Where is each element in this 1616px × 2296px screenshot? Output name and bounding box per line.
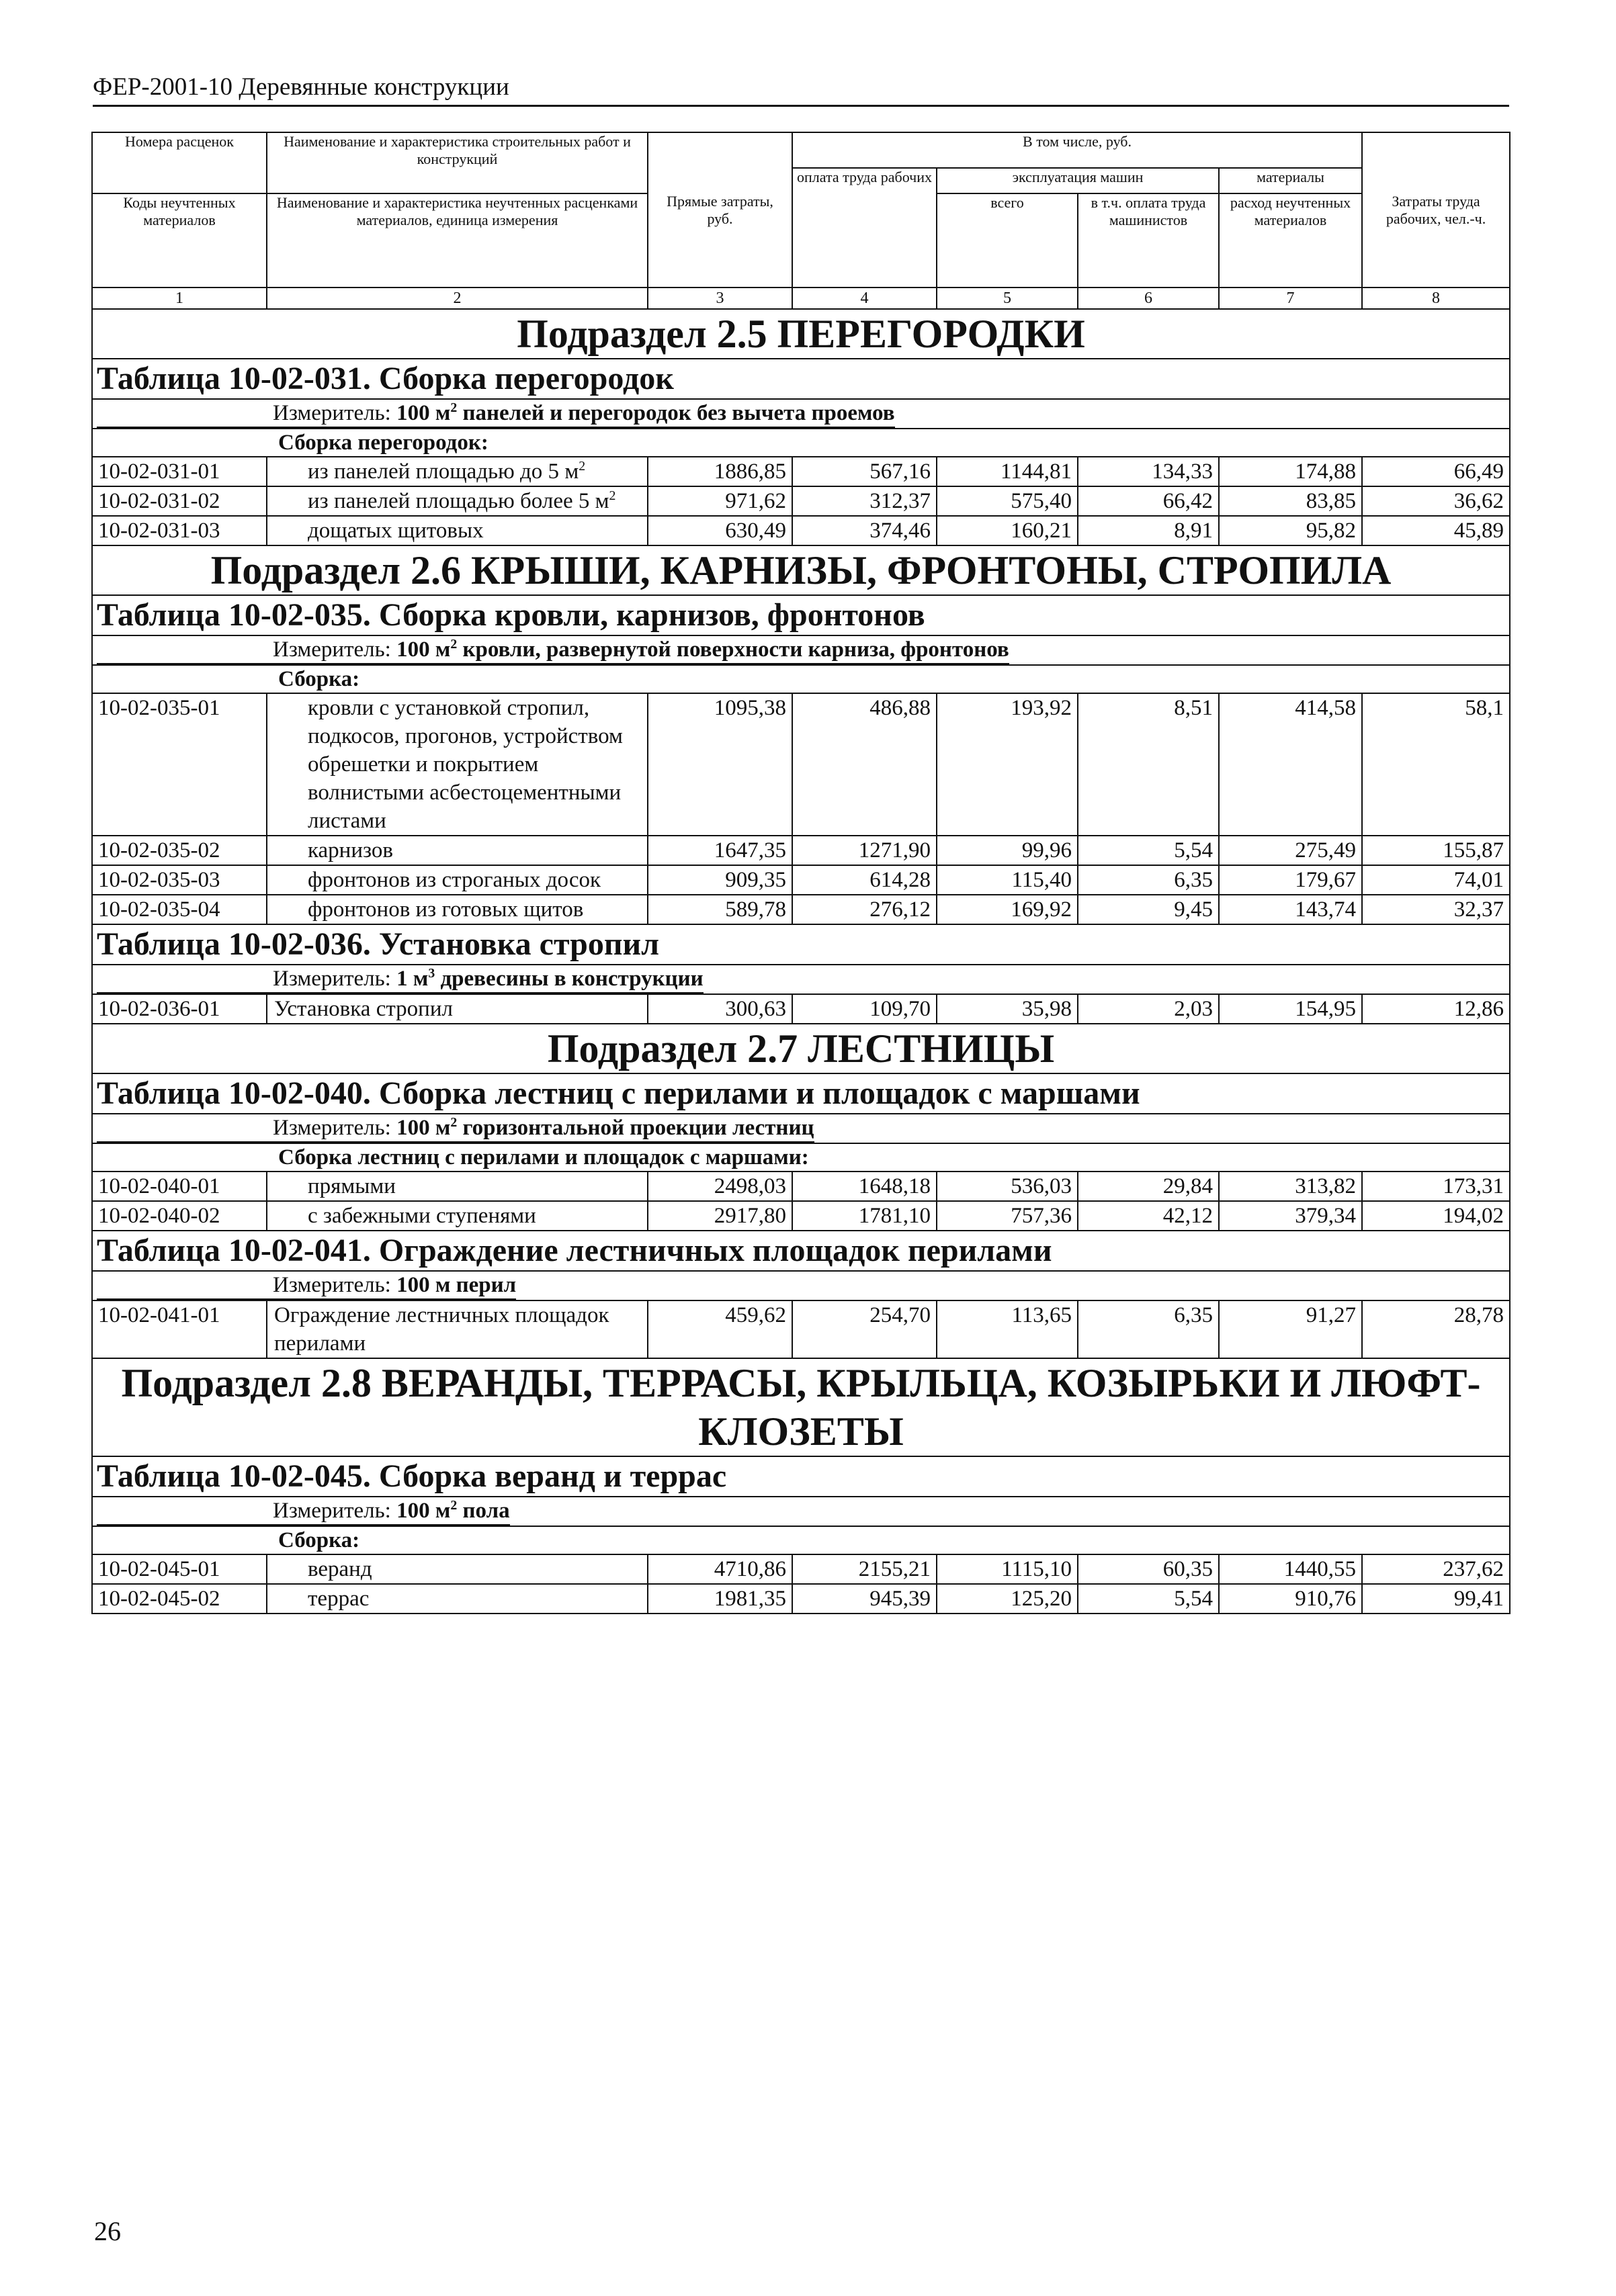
value-direct: 1981,35 (648, 1584, 792, 1614)
value-machines: 169,92 (937, 895, 1078, 924)
value-labor: 66,49 (1362, 457, 1510, 486)
table-title-row (92, 924, 1510, 965)
table-row (92, 693, 1510, 836)
value-direct: 1095,38 (648, 693, 792, 836)
table-title: Таблица 10-02-040. Сборка лестниц с перилами и площадок с маршами (92, 1073, 1510, 1114)
table-title-row (92, 595, 1510, 635)
table-row (92, 865, 1510, 895)
value-machines: 193,92 (937, 693, 1078, 836)
unit-text (97, 965, 704, 994)
value-direct: 459,62 (648, 1300, 792, 1358)
group-row (92, 1526, 1510, 1554)
value-labor: 28,78 (1362, 1300, 1510, 1358)
value-machinists: 60,35 (1078, 1554, 1219, 1584)
column-numbers-row (92, 288, 1510, 309)
rate-code: 10-02-045-01 (92, 1554, 267, 1584)
value-machines: 115,40 (937, 865, 1078, 895)
value-direct: 2917,80 (648, 1201, 792, 1231)
rate-code: 10-02-040-02 (92, 1201, 267, 1231)
unit-value: 1 $м^3$ древесины в конструкции (396, 966, 704, 991)
value-pay: 945,39 (792, 1584, 937, 1614)
rate-code: 10-02-035-03 (92, 865, 267, 895)
unit-row (92, 399, 1510, 429)
value-labor: 12,86 (1362, 994, 1510, 1024)
value-machinists: 29,84 (1078, 1172, 1219, 1201)
value-pay: 486,88 (792, 693, 937, 836)
work-name: Установка стропил (267, 994, 648, 1024)
unit-row (92, 1497, 1510, 1526)
table-title-row (92, 1073, 1510, 1114)
header-rate-number: Номера расценок (92, 132, 267, 168)
header-codes-unaccounted: Коды неучтенных материалов (92, 193, 267, 288)
table-title: Таблица 10-02-036. Установка стропил (92, 924, 1510, 965)
value-pay: 1271,90 (792, 836, 937, 865)
work-name: фронтонов из строганых досок (267, 865, 648, 895)
column-number: 1 (92, 288, 267, 309)
value-materials: 179,67 (1219, 865, 1362, 895)
work-name: кровли с установкой стропил, подкосов, прогонов, устройством обрешетки и покрытием волнистыми асбестоцементными листами (267, 693, 648, 836)
table-body (92, 309, 1510, 1614)
subsection-title: Подраздел 2.5 ПЕРЕГОРОДКИ (92, 309, 1510, 359)
value-labor: 155,87 (1362, 836, 1510, 865)
value-labor: 194,02 (1362, 1201, 1510, 1231)
header-labor: Затраты труда рабочих, чел.-ч. (1362, 132, 1510, 288)
table-title: Таблица 10-02-045. Сборка веранд и террас (92, 1456, 1510, 1497)
column-number: 2 (267, 288, 648, 309)
value-pay: 109,70 (792, 994, 937, 1024)
header-total: всего (937, 193, 1078, 288)
work-name: с забежными ступенями (267, 1201, 648, 1231)
work-name: фронтонов из готовых щитов (267, 895, 648, 924)
group-cell (92, 1143, 1510, 1172)
unit-row (92, 635, 1510, 665)
rate-code: 10-02-045-02 (92, 1584, 267, 1614)
column-number: 5 (937, 288, 1078, 309)
rate-code: 10-02-031-03 (92, 516, 267, 545)
value-labor: 173,31 (1362, 1172, 1510, 1201)
work-name: дощатых щитовых (267, 516, 648, 545)
value-machines: 125,20 (937, 1584, 1078, 1614)
value-pay: 2155,21 (792, 1554, 937, 1584)
value-machinists: 6,35 (1078, 865, 1219, 895)
value-materials: 83,85 (1219, 486, 1362, 516)
header-name-unaccounted: Наименование и характеристика неучтенных расценками материалов, единица измерения (267, 193, 648, 288)
value-labor: 45,89 (1362, 516, 1510, 545)
table-title: Таблица 10-02-041. Ограждение лестничных площадок перилами (92, 1231, 1510, 1271)
unit-cell (92, 399, 1510, 429)
unit-value: 100 $м^2$ горизонтальной проекции лестниц (396, 1115, 814, 1140)
table-row (92, 1554, 1510, 1584)
table-row (92, 1300, 1510, 1358)
subsection-title: Подраздел 2.7 ЛЕСТНИЦЫ (92, 1024, 1510, 1073)
table-title-row (92, 1231, 1510, 1271)
value-machinists: 8,51 (1078, 693, 1219, 836)
work-name: веранд (267, 1554, 648, 1584)
value-machinists: 2,03 (1078, 994, 1219, 1024)
value-materials: 154,95 (1219, 994, 1362, 1024)
value-machines: 575,40 (937, 486, 1078, 516)
value-machines: 757,36 (937, 1201, 1078, 1231)
column-number: 6 (1078, 288, 1219, 309)
page-number: 26 (94, 2216, 121, 2246)
subsection-row (92, 1358, 1510, 1456)
value-labor: 99,41 (1362, 1584, 1510, 1614)
subsection-row (92, 309, 1510, 359)
work-name: Ограждение лестничных площадок перилами (267, 1300, 648, 1358)
value-labor: 237,62 (1362, 1554, 1510, 1584)
value-materials: 91,27 (1219, 1300, 1362, 1358)
table-row (92, 895, 1510, 924)
unit-cell (92, 1497, 1510, 1526)
value-labor: 36,62 (1362, 486, 1510, 516)
group-title: Сборка: (278, 667, 360, 691)
value-labor: 58,1 (1362, 693, 1510, 836)
value-materials: 910,76 (1219, 1584, 1362, 1614)
group-title: Сборка перегородок: (278, 431, 488, 455)
unit-text (97, 1497, 510, 1526)
work-name: прямыми (267, 1172, 648, 1201)
table-row (92, 1201, 1510, 1231)
value-labor: 32,37 (1362, 895, 1510, 924)
value-machines: 113,65 (937, 1300, 1078, 1358)
value-machines: 35,98 (937, 994, 1078, 1024)
rate-code: 10-02-035-01 (92, 693, 267, 836)
value-machines: 160,21 (937, 516, 1078, 545)
value-pay: 1648,18 (792, 1172, 937, 1201)
group-row (92, 1143, 1510, 1172)
value-direct: 4710,86 (648, 1554, 792, 1584)
value-machinists: 5,54 (1078, 836, 1219, 865)
header-name-char: Наименование и характеристика строительных работ и конструкций (267, 132, 648, 168)
unit-prefix: Измеритель: (273, 637, 397, 662)
value-pay: 614,28 (792, 865, 937, 895)
value-materials: 95,82 (1219, 516, 1362, 545)
value-materials: 379,34 (1219, 1201, 1362, 1231)
table-row (92, 836, 1510, 865)
value-direct: 1647,35 (648, 836, 792, 865)
column-number: 4 (792, 288, 937, 309)
value-machines: 536,03 (937, 1172, 1078, 1201)
work-name: террас (267, 1584, 648, 1614)
value-materials: 275,49 (1219, 836, 1362, 865)
work-name: из панелей площадью до 5 $м^2$ (267, 457, 648, 486)
table-row (92, 994, 1510, 1024)
value-pay: 1781,10 (792, 1201, 937, 1231)
rate-code: 10-02-031-01 (92, 457, 267, 486)
value-machinists: 5,54 (1078, 1584, 1219, 1614)
header-materials: материалы (1219, 168, 1362, 193)
value-direct: 2498,03 (648, 1172, 792, 1201)
rate-code: 10-02-036-01 (92, 994, 267, 1024)
column-number: 3 (648, 288, 792, 309)
value-direct: 300,63 (648, 994, 792, 1024)
group-cell (92, 429, 1510, 457)
table-title: Таблица 10-02-035. Сборка кровли, карнизов, фронтонов (92, 595, 1510, 635)
unit-value: 100 $м^2$ панелей и перегородок без вычета проемов (396, 400, 895, 425)
value-pay: 254,70 (792, 1300, 937, 1358)
column-number: 7 (1219, 288, 1362, 309)
subsection-row (92, 1024, 1510, 1073)
unit-prefix: Измеритель: (273, 1116, 397, 1140)
unit-prefix: Измеритель: (273, 967, 397, 991)
value-direct: 630,49 (648, 516, 792, 545)
value-materials: 174,88 (1219, 457, 1362, 486)
work-name: из панелей площадью более 5 $м^2$ (267, 486, 648, 516)
table-title-row (92, 359, 1510, 399)
group-row (92, 429, 1510, 457)
group-cell (92, 665, 1510, 693)
unit-cell (92, 1271, 1510, 1300)
value-direct: 589,78 (648, 895, 792, 924)
value-pay: 312,37 (792, 486, 937, 516)
unit-text (97, 636, 1009, 664)
unit-row (92, 965, 1510, 994)
value-machines: 99,96 (937, 836, 1078, 865)
unit-cell (92, 965, 1510, 994)
value-machinists: 8,91 (1078, 516, 1219, 545)
unit-text (97, 1114, 814, 1143)
value-pay: 276,12 (792, 895, 937, 924)
unit-value: 100 $м^2$ пола (396, 1498, 510, 1523)
header-direct-costs: Прямые затраты, руб. (648, 132, 792, 288)
unit-cell (92, 1114, 1510, 1143)
value-materials: 1440,55 (1219, 1554, 1362, 1584)
value-pay: 567,16 (792, 457, 937, 486)
header-name-char-cont (267, 168, 648, 193)
unit-prefix: Измеритель: (273, 1499, 397, 1523)
value-materials: 313,82 (1219, 1172, 1362, 1201)
header-incl-machinists: в т.ч. оплата труда машинистов (1078, 193, 1219, 288)
work-name: карнизов (267, 836, 648, 865)
unit-value: 100 $м^2$ кровли, развернутой поверхности карниза, фронтонов (396, 637, 1009, 662)
value-machinists: 6,35 (1078, 1300, 1219, 1358)
table-title: Таблица 10-02-031. Сборка перегородок (92, 359, 1510, 399)
price-table (91, 132, 1511, 1614)
table-row (92, 1172, 1510, 1201)
group-title: Сборка лестниц с перилами и площадок с маршами: (278, 1145, 809, 1169)
group-cell (92, 1526, 1510, 1554)
header-materials-consumption: расход неучтенных материалов (1219, 193, 1362, 288)
unit-prefix: Измеритель: (273, 401, 397, 425)
value-direct: 909,35 (648, 865, 792, 895)
unit-row (92, 1271, 1510, 1300)
unit-text (97, 400, 895, 428)
running-title: ФЕР-2001-10 Деревянные конструкции (93, 73, 1509, 107)
value-machinists: 9,45 (1078, 895, 1219, 924)
rate-code: 10-02-035-02 (92, 836, 267, 865)
value-machines: 1144,81 (937, 457, 1078, 486)
column-number: 8 (1362, 288, 1510, 309)
value-pay: 374,46 (792, 516, 937, 545)
unit-text (97, 1272, 516, 1300)
value-machinists: 66,42 (1078, 486, 1219, 516)
table-row (92, 457, 1510, 486)
header-incl: В том числе, руб. (792, 132, 1362, 168)
rate-code: 10-02-031-02 (92, 486, 267, 516)
unit-row (92, 1114, 1510, 1143)
table-row (92, 486, 1510, 516)
group-row (92, 665, 1510, 693)
rate-code: 10-02-040-01 (92, 1172, 267, 1201)
value-labor: 74,01 (1362, 865, 1510, 895)
header-machine-ops: эксплуатация машин (937, 168, 1219, 193)
value-direct: 971,62 (648, 486, 792, 516)
header-rate-number-cont (92, 168, 267, 193)
unit-prefix: Измеритель: (273, 1273, 397, 1297)
value-machinists: 42,12 (1078, 1201, 1219, 1231)
subsection-title: Подраздел 2.6 КРЫШИ, КАРНИЗЫ, ФРОНТОНЫ, СТРОПИЛА (92, 545, 1510, 595)
table-header (92, 132, 1510, 309)
value-machines: 1115,10 (937, 1554, 1078, 1584)
rate-code: 10-02-035-04 (92, 895, 267, 924)
subsection-title: Подраздел 2.8 ВЕРАНДЫ, ТЕРРАСЫ, КРЫЛЬЦА, КОЗЫРЬКИ И ЛЮФТ-КЛОЗЕТЫ (92, 1358, 1510, 1456)
unit-cell (92, 635, 1510, 665)
table-title-row (92, 1456, 1510, 1497)
value-machinists: 134,33 (1078, 457, 1219, 486)
unit-value: 100 м перил (396, 1273, 517, 1297)
value-materials: 414,58 (1219, 693, 1362, 836)
value-direct: 1886,85 (648, 457, 792, 486)
subsection-row (92, 545, 1510, 595)
header-workers-pay: оплата труда рабочих (792, 168, 937, 288)
value-materials: 143,74 (1219, 895, 1362, 924)
group-title: Сборка: (278, 1528, 360, 1552)
table-row (92, 516, 1510, 545)
rate-code: 10-02-041-01 (92, 1300, 267, 1358)
table-row (92, 1584, 1510, 1614)
